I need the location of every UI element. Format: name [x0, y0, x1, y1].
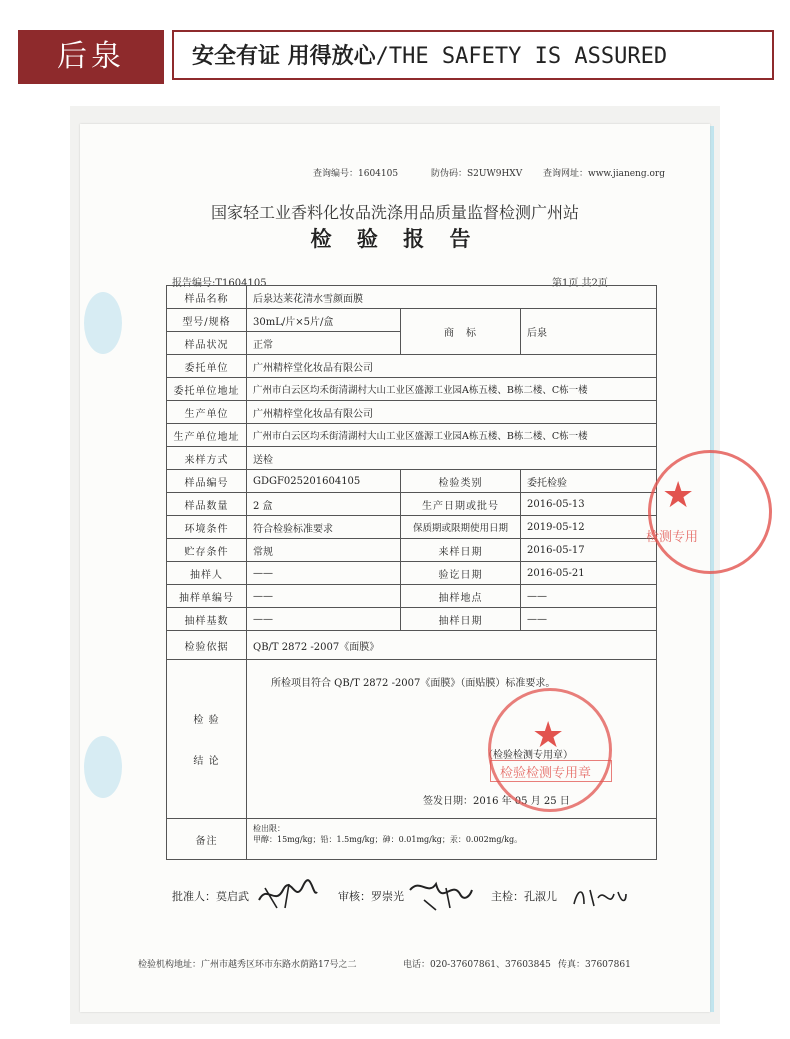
issue-date: 签发日期：2016 年 05 月 25 日 — [423, 796, 570, 807]
value-model: 30mL/片×5片/盒 — [247, 309, 401, 332]
label-delivery: 来样方式 — [167, 447, 247, 470]
label-sampling-no: 抽样单编号 — [167, 585, 247, 608]
checker: 主检：孔淑儿 — [491, 890, 557, 903]
footer-fax: 传真：37607861 — [558, 960, 631, 970]
table-row — [167, 401, 657, 424]
seal-note: （检验检测专用章） — [483, 750, 573, 761]
footer-phone: 电话：020-37607861、37603845 — [403, 960, 551, 970]
footer-address: 检验机构地址：广州市越秀区环市东路水荫路17号之二 — [138, 960, 357, 970]
label-maker: 生产单位 — [167, 401, 247, 424]
label-quantity: 样品数量 — [167, 493, 247, 516]
query-website: 查询网址：www.jianeng.org — [543, 169, 665, 179]
header-banner — [18, 30, 774, 84]
report-number: 报告编号:T1604105 — [172, 278, 267, 289]
label-client: 委托单位 — [167, 355, 247, 378]
label-expiry: 保质期或限期使用日期 — [401, 516, 521, 539]
punch-hole-bottom — [84, 736, 122, 798]
slogan-en: /THE SAFETY IS ASSURED — [375, 44, 668, 69]
slogan-cn: 安全有证 用得放心 — [192, 44, 376, 69]
value-brand: 后泉 — [521, 309, 657, 355]
approver: 批准人：莫启武 — [172, 890, 249, 903]
label-sample-name: 样品名称 — [167, 286, 247, 309]
value-sampler: —— — [247, 562, 401, 585]
brand-logo-text: 后泉 — [57, 39, 125, 74]
label-basis: 检验依据 — [167, 631, 247, 660]
label-brand: 商 标 — [401, 309, 521, 355]
brand-logo — [18, 30, 164, 84]
value-arrive-date: 2016-05-17 — [521, 539, 657, 562]
label-conclusion-1: 检 验 — [193, 715, 220, 726]
label-environment: 环境条件 — [167, 516, 247, 539]
label-client-address: 委托单位地址 — [167, 378, 247, 401]
table-row — [167, 355, 657, 378]
label-state: 样品状况 — [167, 332, 247, 355]
auditor-signature — [406, 876, 474, 912]
label-conclusion-2: 结 论 — [193, 756, 220, 767]
anti-fake-code: 防伪码：S2UW9HXV — [431, 169, 523, 179]
slogan-box — [172, 30, 774, 80]
value-environment: 符合检验标准要求 — [247, 516, 401, 539]
label-sampler: 抽样人 — [167, 562, 247, 585]
table-row — [167, 286, 657, 309]
table-row — [167, 309, 657, 332]
table-row — [167, 562, 657, 585]
side-stamp-star-icon: ★ — [662, 475, 695, 516]
label-base: 抽样基数 — [167, 608, 247, 631]
checker-signature — [570, 884, 628, 910]
remark-line-1: 检出限： — [253, 824, 285, 833]
label-storage: 贮存条件 — [167, 539, 247, 562]
value-done-date: 2016-05-21 — [521, 562, 657, 585]
label-sampling-date: 抽样日期 — [401, 608, 521, 631]
slogan — [192, 32, 667, 78]
table-row — [167, 539, 657, 562]
label-arrive-date: 来样日期 — [401, 539, 521, 562]
table-row — [167, 493, 657, 516]
report-title: 检 验 报 告 — [310, 226, 480, 251]
value-storage: 常规 — [247, 539, 401, 562]
value-maker: 广州精梓堂化妆品有限公司 — [247, 401, 657, 424]
remark-cell — [247, 819, 657, 860]
value-sampling-date: —— — [521, 608, 657, 631]
organization-title: 国家轻工业香料化妆品洗涤用品质量监督检测广州站 — [210, 203, 579, 222]
value-delivery: 送检 — [247, 447, 657, 470]
page-indicator: 第1页 共2页 — [552, 278, 608, 289]
side-stamp-text: 检测专用 — [646, 530, 699, 545]
seal-band-text: 检验检测专用章 — [500, 766, 592, 781]
value-basis: QB/T 2872 -2007《面膜》 — [247, 631, 657, 660]
table-row — [167, 631, 657, 660]
table-row — [167, 470, 657, 493]
inspection-seal-star-icon: ★ — [532, 715, 565, 756]
label-test-type: 检验类别 — [401, 470, 521, 493]
table-row — [167, 447, 657, 470]
value-state: 正常 — [247, 332, 401, 355]
conclusion-text: 所检项目符合 QB/T 2872 -2007《面膜》（面贴膜）标准要求。 — [271, 678, 556, 689]
label-done-date: 验讫日期 — [401, 562, 521, 585]
label-model: 型号/规格 — [167, 309, 247, 332]
value-place: —— — [521, 585, 657, 608]
label-maker-address: 生产单位地址 — [167, 424, 247, 447]
punch-hole-top — [84, 292, 122, 354]
conclusion-label-cell — [167, 660, 247, 819]
value-prod-date: 2016-05-13 — [521, 493, 657, 516]
value-expiry: 2019-05-12 — [521, 516, 657, 539]
table-row — [167, 378, 657, 401]
value-client: 广州精梓堂化妆品有限公司 — [247, 355, 657, 378]
query-number: 查询编号：1604105 — [313, 169, 399, 179]
label-place: 抽样地点 — [401, 585, 521, 608]
table-row — [167, 424, 657, 447]
value-sampling-no: —— — [247, 585, 401, 608]
value-test-type: 委托检验 — [521, 470, 657, 493]
table-row — [167, 585, 657, 608]
table-row — [167, 516, 657, 539]
label-sample-no: 样品编号 — [167, 470, 247, 493]
auditor: 审核：罗崇光 — [338, 890, 404, 903]
value-maker-address: 广州市白云区均禾街清湖村大山工业区盛源工业园A栋五楼、B栋二楼、C栋一楼 — [247, 424, 657, 447]
remark-line-2: 甲醇：15mg/kg；铅：1.5mg/kg；砷：0.01mg/kg；汞：0.002mg/kg。 — [253, 835, 523, 844]
value-sample-no: GDGF025201604105 — [247, 470, 401, 493]
label-remark: 备注 — [167, 819, 247, 860]
value-client-address: 广州市白云区均禾街清湖村大山工业区盛源工业园A栋五楼、B栋二楼、C栋一楼 — [247, 378, 657, 401]
value-sample-name: 后泉达莱花清水雪颜面膜 — [247, 286, 657, 309]
table-row — [167, 608, 657, 631]
value-quantity: 2 盒 — [247, 493, 401, 516]
label-prod-date: 生产日期或批号 — [401, 493, 521, 516]
table-row — [167, 819, 657, 860]
value-base: —— — [247, 608, 401, 631]
approver-signature — [255, 878, 319, 910]
